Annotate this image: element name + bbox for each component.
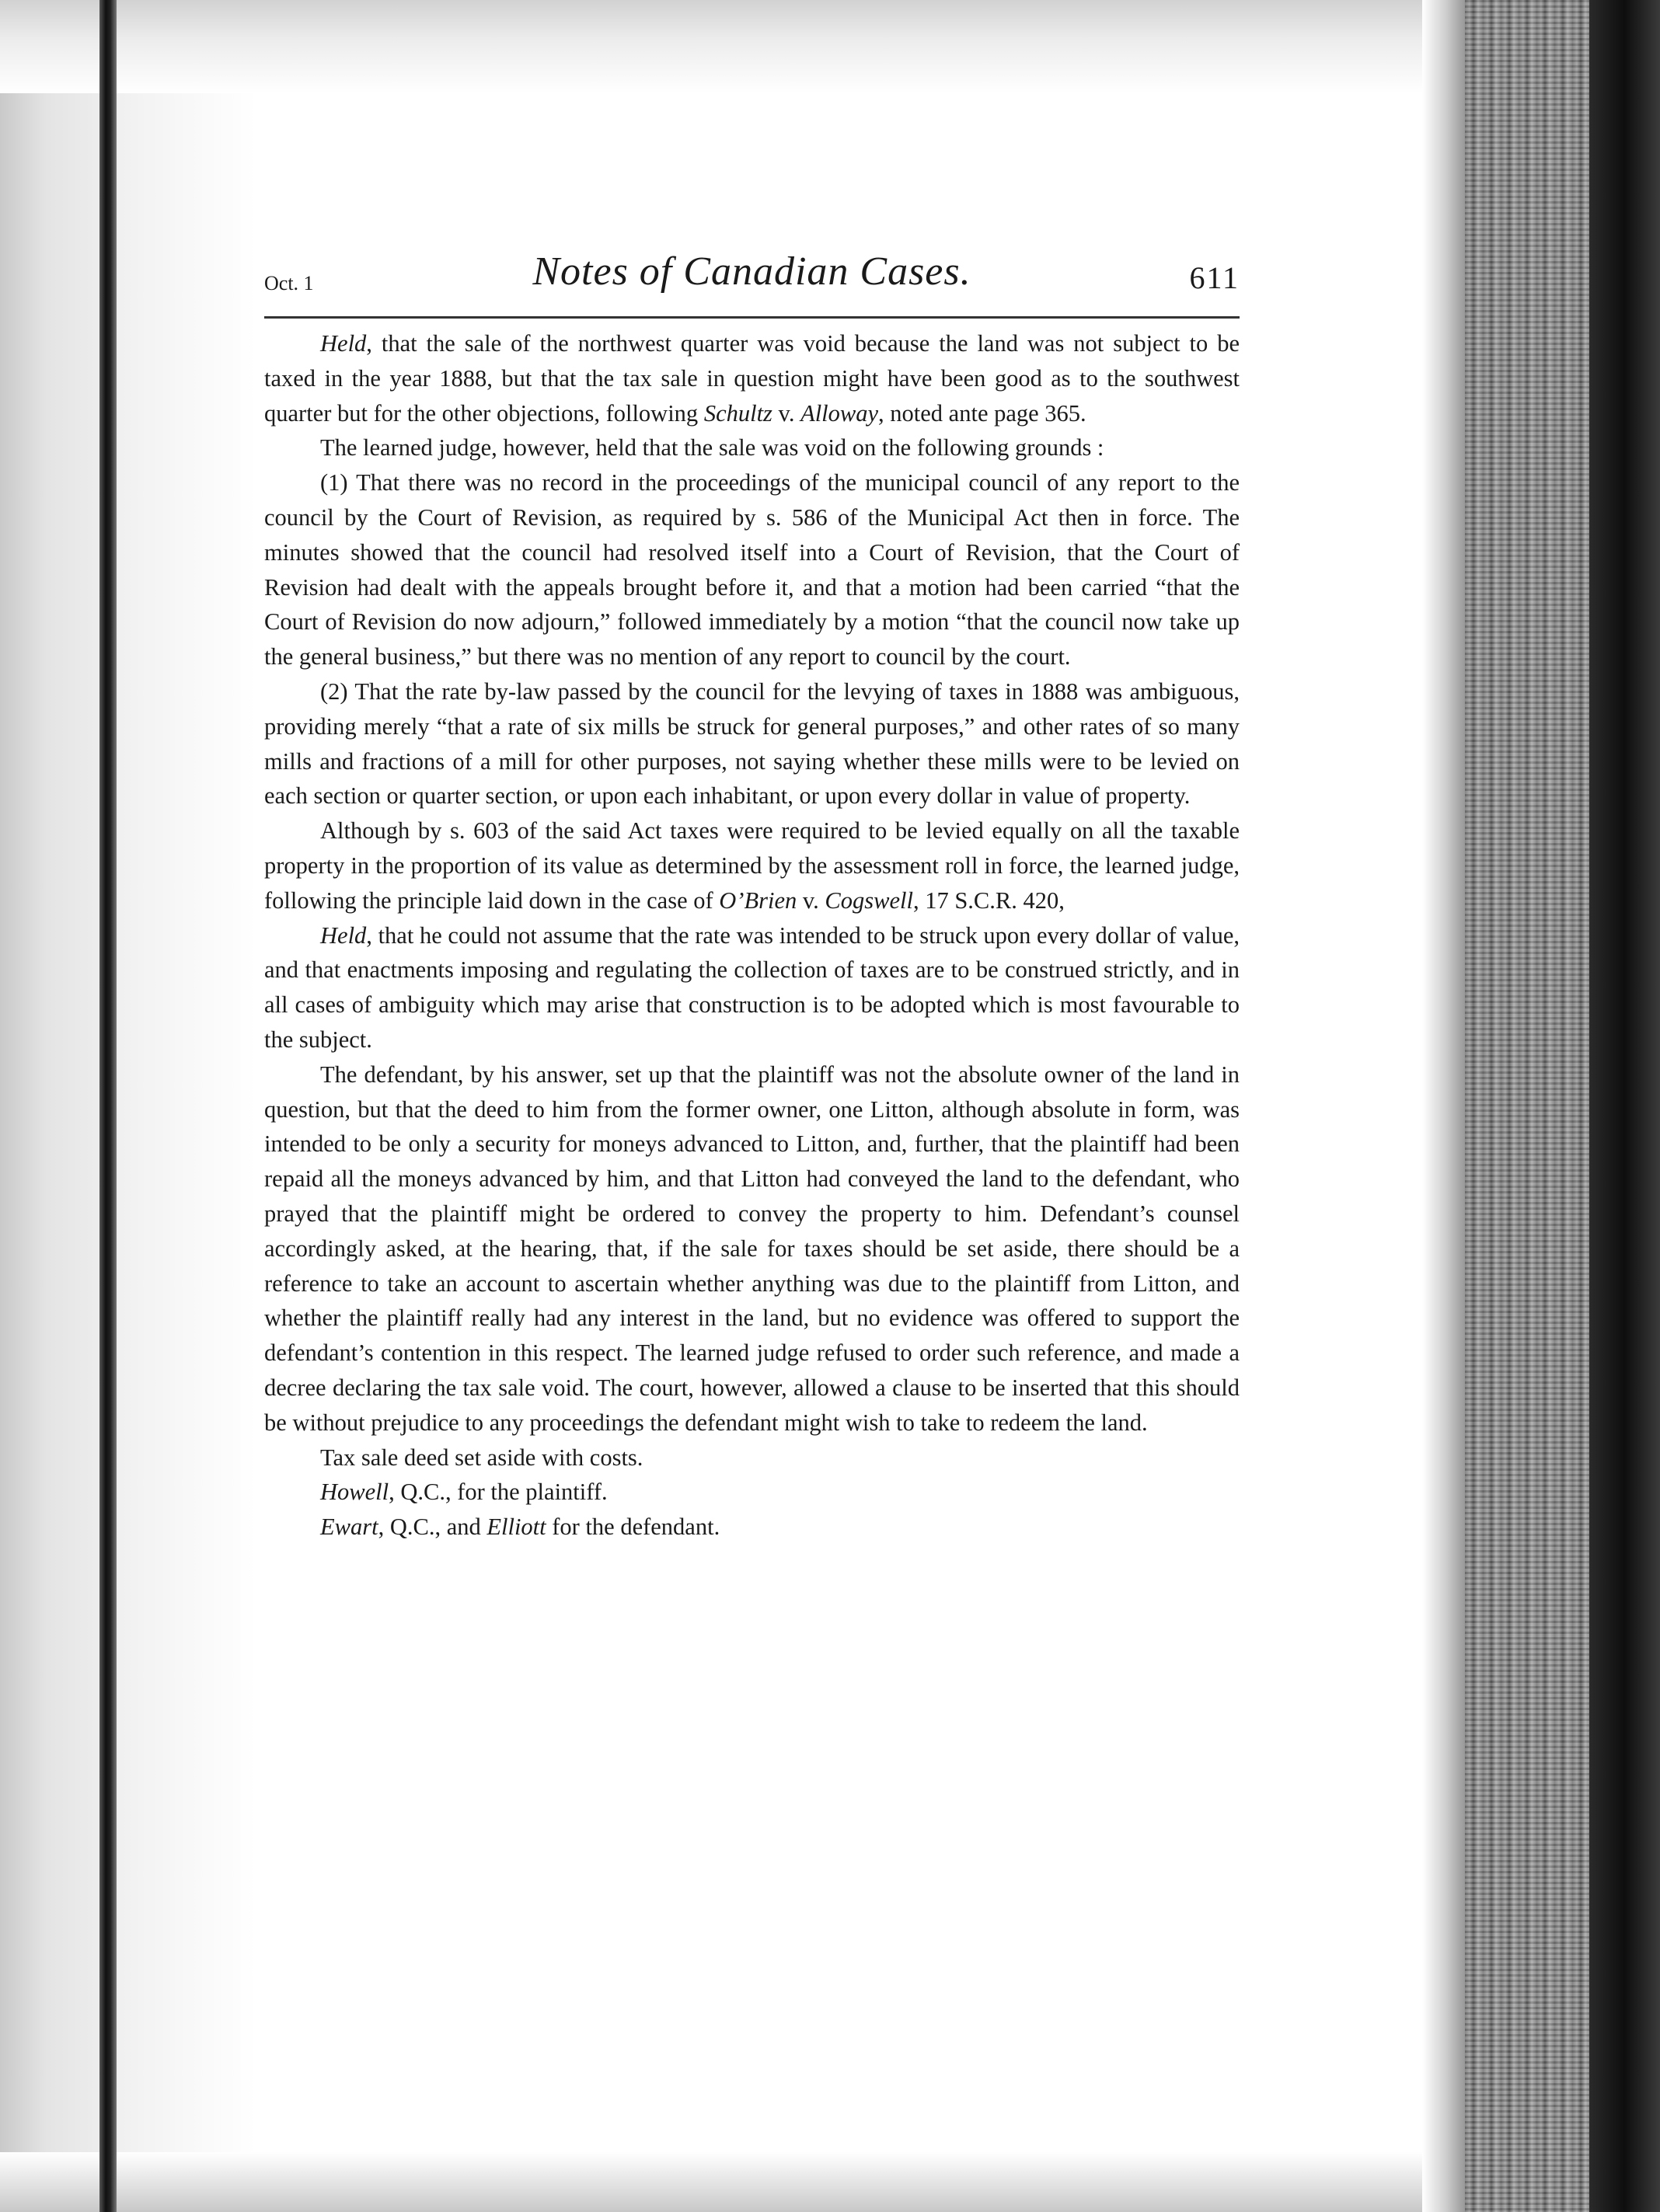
scan-top-margin bbox=[0, 0, 1461, 93]
paragraph-held-2: Held, that he could not assume that the rate was intended to be struck upon every dollar of value, and that enactments imposing and regulating the collection of taxes are to be construed strictly, and in all cases of ambiguity which may arise that construction is to be adopted which is most favourable to the subject. bbox=[264, 921, 1240, 1053]
page-fore-edge bbox=[1422, 0, 1469, 2212]
counsel-name: Howell bbox=[320, 1479, 389, 1506]
paragraph-ground-2: (2) That the rate by-law passed by the council for the levying of taxes in 1888 was ambiguous, providing merely “that a rate of six mills be struck for general purposes,” and other rates of so many mills and fractions of a mill for other purposes, not saying whether these mills were to be levied on each section or quarter section, or upon each inhabitant, or upon every dollar in value of property. bbox=[264, 678, 1240, 810]
header-rule bbox=[264, 316, 1240, 319]
scan-bottom-margin bbox=[0, 2152, 1461, 2212]
counsel-plaintiff: Howell, Q.C., for the plaintiff. bbox=[320, 1479, 608, 1506]
scan-left-margin bbox=[0, 0, 256, 2212]
body-text bbox=[264, 326, 1240, 1545]
case-name: Schultz bbox=[703, 399, 772, 427]
held-label: Held bbox=[320, 921, 367, 949]
page-number: 611 bbox=[1189, 260, 1240, 295]
case-name: O’Brien bbox=[719, 887, 797, 914]
scan-right-border bbox=[1589, 0, 1660, 2212]
counsel-name: Elliott bbox=[486, 1514, 546, 1541]
paragraph-result: Tax sale deed set aside with costs. bbox=[320, 1444, 643, 1471]
paragraph-held-1: Held, that the sale of the northwest quarter was void because the land was not subject to be taxed in the year 1888, but that the tax sale in question might have been good as to the southwest quarter but for the other objections, following Schultz v. Alloway, noted ante page 365. bbox=[264, 330, 1240, 427]
paragraph-defendant: The defendant, by his answer, set up that the plaintiff was not the absolute owner of the land in question, but that the deed to him from the former owner, one Litton, although absolute in form, was intended to be only a security for moneys advanced to Litton, and, further, that the plaintiff had been repaid all the moneys advanced by him, and that Litton had conveyed the land to the defendant, who prayed that the plaintiff might be ordered to convey the property to him. Defendant’s counsel accordingly asked, at the hearing, that, if the sale for taxes should be set aside, there should be a reference to take an account to ascertain whether anything was due to the plaintiff from Litton, and whether the plaintiff really had any interest in the land, but no evidence was offered to support the defendant’s contention in this respect. The learned judge refused to order such reference, and made a decree declaring the tax sale void. The court, however, allowed a clause to be inserted that this should be without prejudice to any proceedings the defendant might wish to take to redeem the land. bbox=[264, 1061, 1240, 1436]
counsel-defendant: Ewart, Q.C., and Elliott for the defendant. bbox=[320, 1514, 720, 1541]
page-title: Notes of Canadian Cases. bbox=[532, 249, 971, 294]
book-gutter bbox=[99, 0, 117, 2212]
counsel-name: Ewart bbox=[320, 1514, 378, 1541]
running-header bbox=[264, 249, 1240, 312]
header-date: Oct. 1 bbox=[264, 272, 314, 294]
case-name: Cogswell bbox=[825, 887, 913, 914]
held-label: Held bbox=[320, 330, 367, 357]
paragraph-although: Although by s. 603 of the said Act taxes were required to be levied equally on all the taxable property in the proportion of its value as determined by the assessment roll in force, the learned judge, following the principle laid down in the case of O’Brien v. Cogswell, 17 S.C.R. 420, bbox=[264, 817, 1240, 914]
paragraph-ground-1: (1) That there was no record in the proceedings of the municipal council of any report to the council by the Court of Revision, as required by s. 586 of the Municipal Act then in force. The minutes showed that the council had resolved itself into a Court of Revision, that the Court of Revision had dealt with the appeals brought before it, and that a motion had been carried “that the Court of Revision do now adjourn,” followed immediately by a motion “that the council now take up the general business,” but there was no mention of any report to council by the court. bbox=[264, 469, 1240, 671]
case-name: Alloway bbox=[800, 399, 879, 427]
paragraph-grounds: The learned judge, however, held that the sale was void on the following grounds : bbox=[320, 434, 1104, 462]
